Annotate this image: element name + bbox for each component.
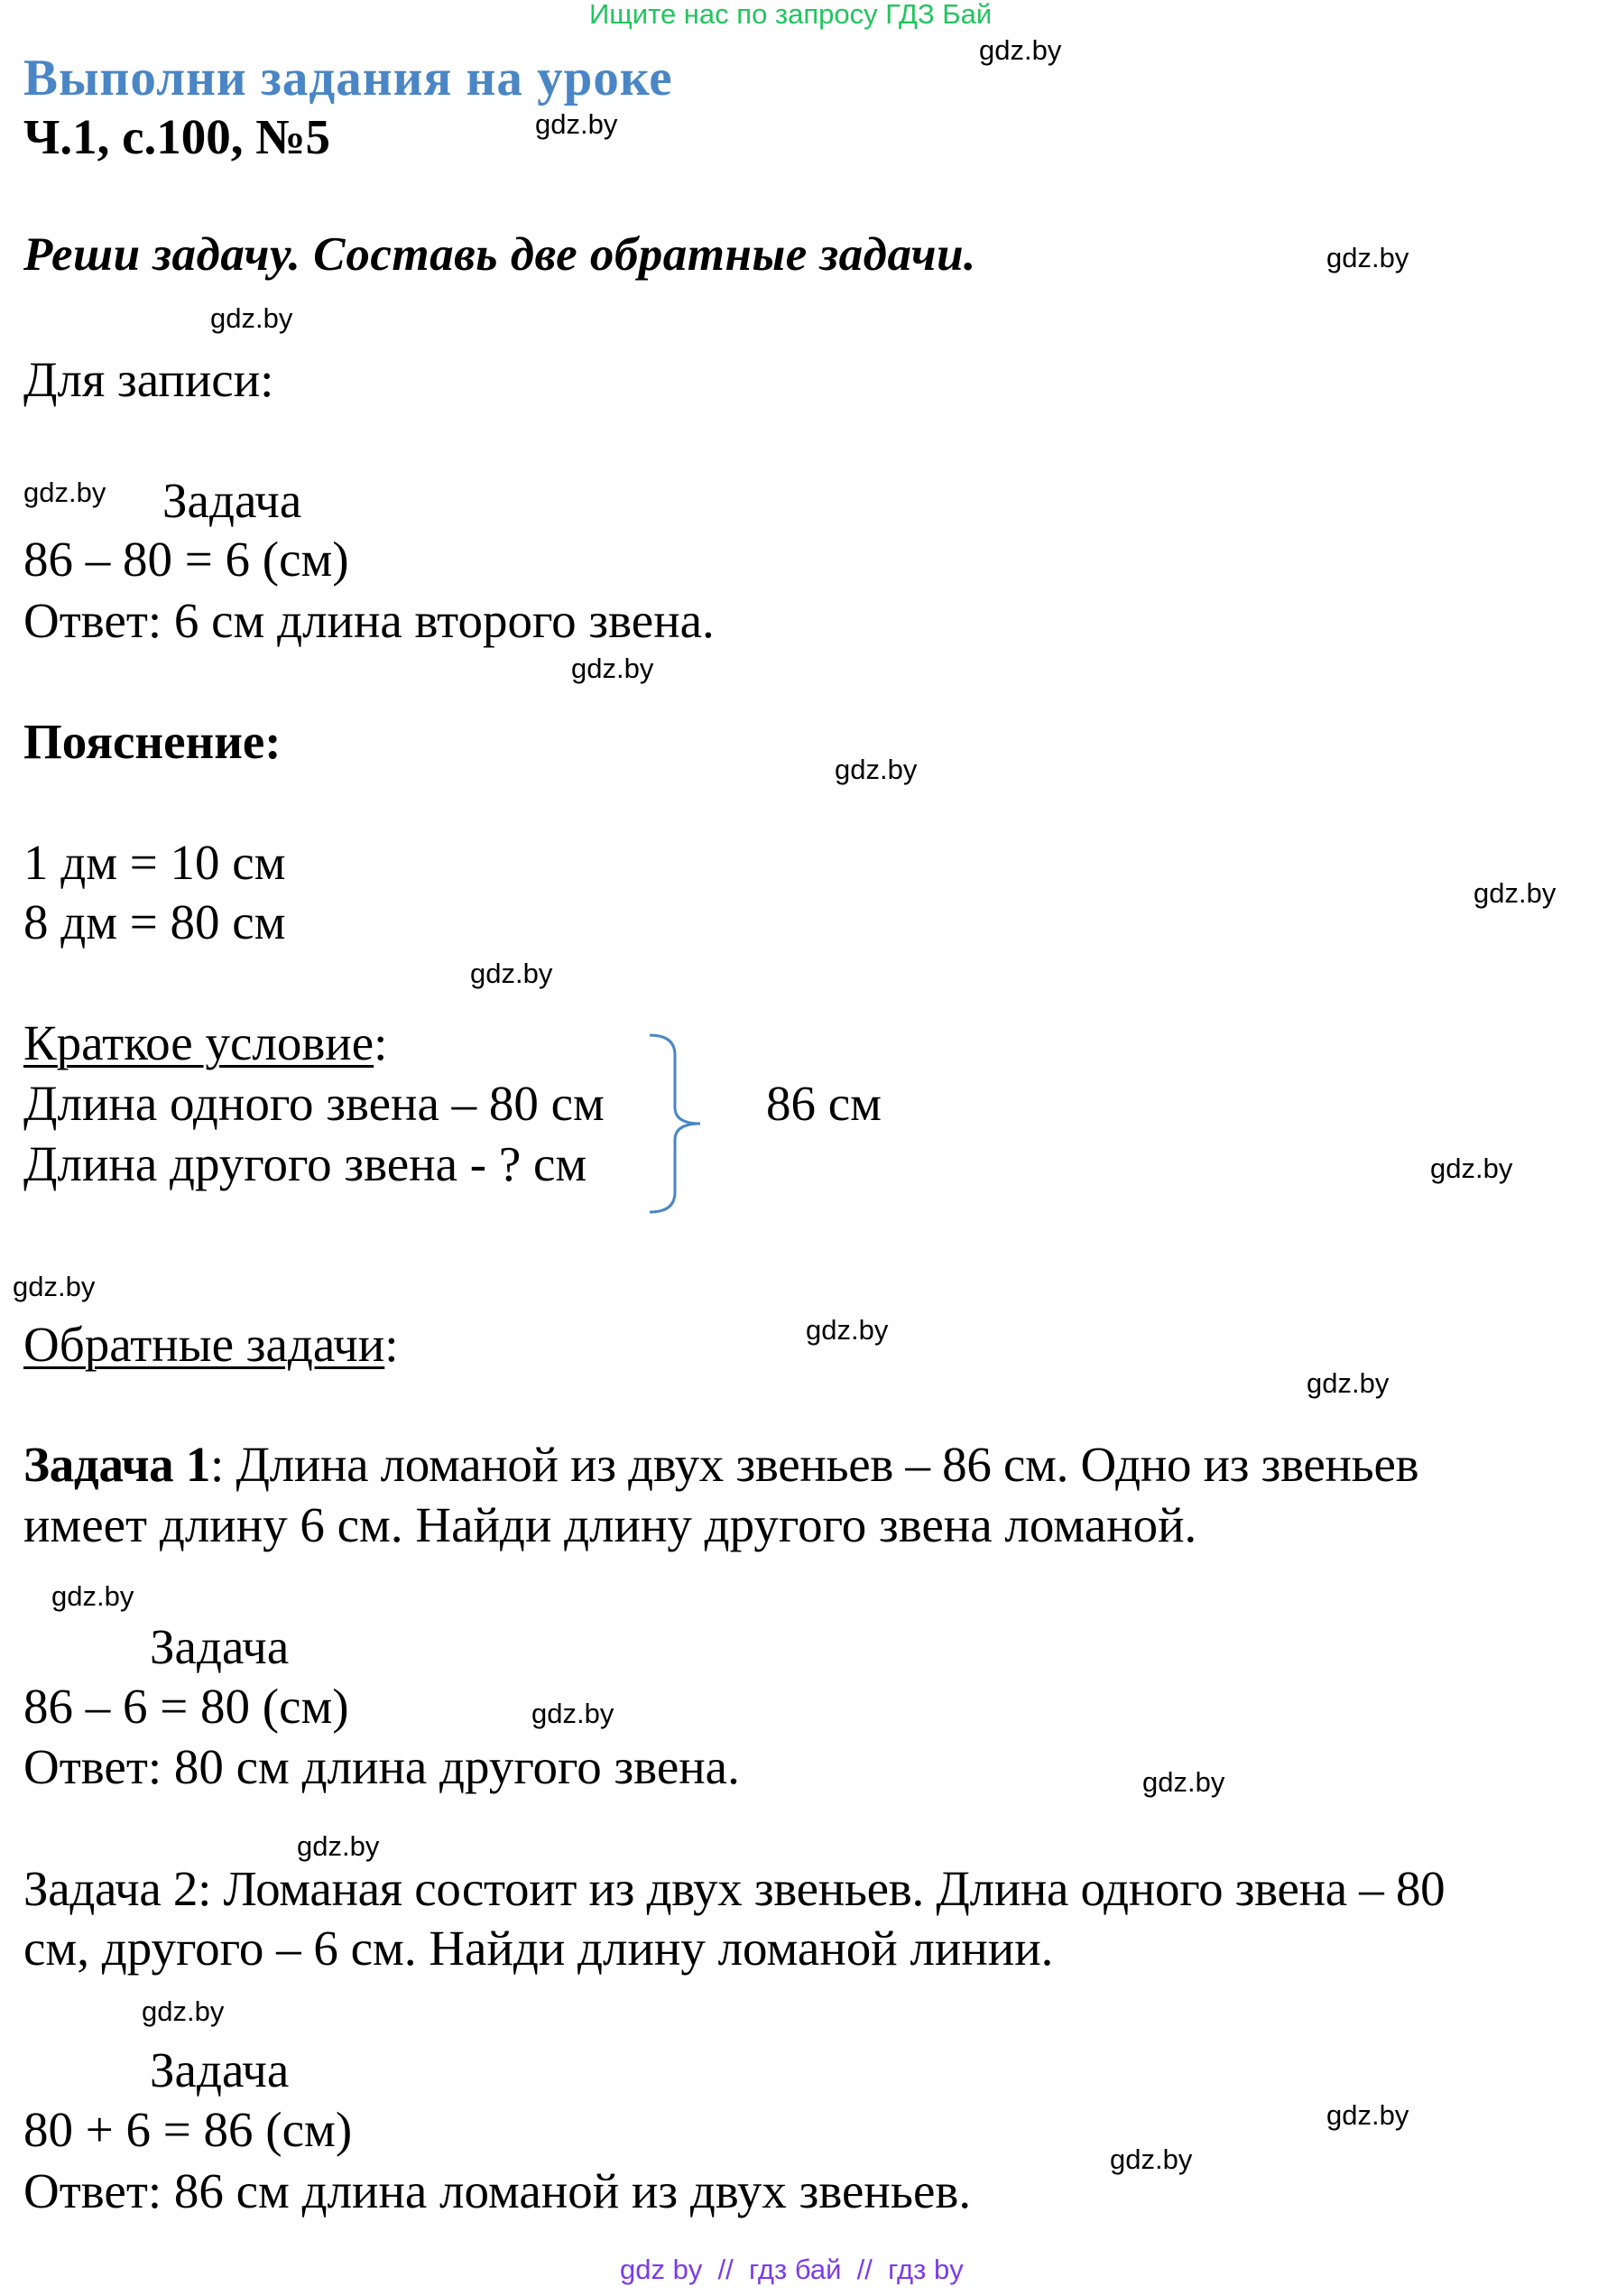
watermark: gdz.by — [1307, 1367, 1390, 1399]
task2-answer: Ответ: 86 см длина ломаной из двух звеньев. — [23, 2163, 972, 2218]
inverse-tasks-label: Обратные задачи — [23, 1317, 385, 1372]
main-task-equation: 86 – 80 = 6 (см) — [23, 532, 349, 587]
watermark: gdz.by — [210, 302, 293, 334]
short-condition-label: Краткое условие — [23, 1015, 374, 1070]
task1-label: Задача — [150, 1619, 290, 1674]
watermark: gdz.by — [835, 754, 918, 785]
watermark: gdz.by — [535, 108, 618, 140]
watermark: gdz.by — [1326, 2099, 1409, 2131]
short-condition-heading — [23, 1015, 388, 1070]
task1-text-line-2: имеет длину 6 см. Найди длину другого звена ломаной. — [23, 1497, 1197, 1552]
watermark: gdz.by — [571, 653, 654, 684]
inverse-tasks-heading — [23, 1317, 399, 1372]
page-reference: Ч.1, с.100, №5 — [23, 109, 331, 164]
watermark: gdz.by — [1110, 2143, 1193, 2175]
record-label: Для записи: — [23, 352, 274, 407]
watermark: gdz.by — [1473, 877, 1556, 909]
task2-equation: 80 + 6 = 86 (см) — [23, 2102, 353, 2157]
watermark: gdz.by — [1430, 1153, 1513, 1184]
main-task-label: Задача — [162, 473, 302, 528]
watermark: gdz.by — [297, 1830, 380, 1862]
task-instruction: Реши задачу. Составь две обратные задачи. — [23, 228, 976, 281]
watermark: gdz.by — [142, 1995, 225, 2027]
task1-text-line-1 — [23, 1437, 1419, 1492]
explanation-line-1: 1 дм = 10 см — [23, 835, 286, 890]
watermark: gdz.by — [531, 1698, 614, 1729]
main-task-answer: Ответ: 6 см длина второго звена. — [23, 593, 715, 648]
task1-title: Задача 1 — [23, 1437, 211, 1492]
short-condition-line-1: Длина одного звена – 80 см — [23, 1076, 605, 1131]
task1-answer: Ответ: 80 см длина другого звена. — [23, 1739, 740, 1794]
task1-equation: 86 – 6 = 80 (см) — [23, 1679, 349, 1734]
task2-text-line-1: Задача 2: Ломаная состоит из двух звеньев. Длина одного звена – 80 — [23, 1861, 1446, 1916]
watermark: gdz.by — [806, 1314, 889, 1346]
page-title: Выполни задания на уроке — [23, 50, 673, 106]
explanation-line-2: 8 дм = 80 см — [23, 894, 286, 949]
explanation-label: Пояснение: — [23, 714, 282, 769]
search-hint: Ищите нас по запросу ГДЗ Бай — [589, 0, 993, 30]
watermark: gdz.by — [1142, 1766, 1225, 1798]
watermark: gdz.by — [13, 1271, 96, 1302]
task2-text-line-2: см, другого – 6 см. Найди длину ломаной линии. — [23, 1921, 1054, 1976]
curly-brace-icon — [641, 1033, 704, 1214]
watermark: gdz.by — [23, 477, 106, 508]
short-condition-colon: : — [374, 1015, 388, 1070]
short-condition-line-2: Длина другого звена - ? см — [23, 1136, 587, 1191]
footer-watermark: gdz by // гдз бай // гдз by — [620, 2254, 964, 2285]
short-condition-total: 86 см — [766, 1076, 882, 1131]
watermark: gdz.by — [51, 1580, 134, 1612]
watermark: gdz.by — [1326, 242, 1409, 273]
watermark: gdz.by — [470, 958, 553, 989]
inverse-tasks-colon: : — [384, 1317, 399, 1372]
task1-text-start: : Длина ломаной из двух звеньев – 86 см. Одно из звеньев — [210, 1437, 1419, 1492]
watermark: gdz.by — [979, 34, 1062, 66]
task2-label: Задача — [150, 2042, 290, 2097]
